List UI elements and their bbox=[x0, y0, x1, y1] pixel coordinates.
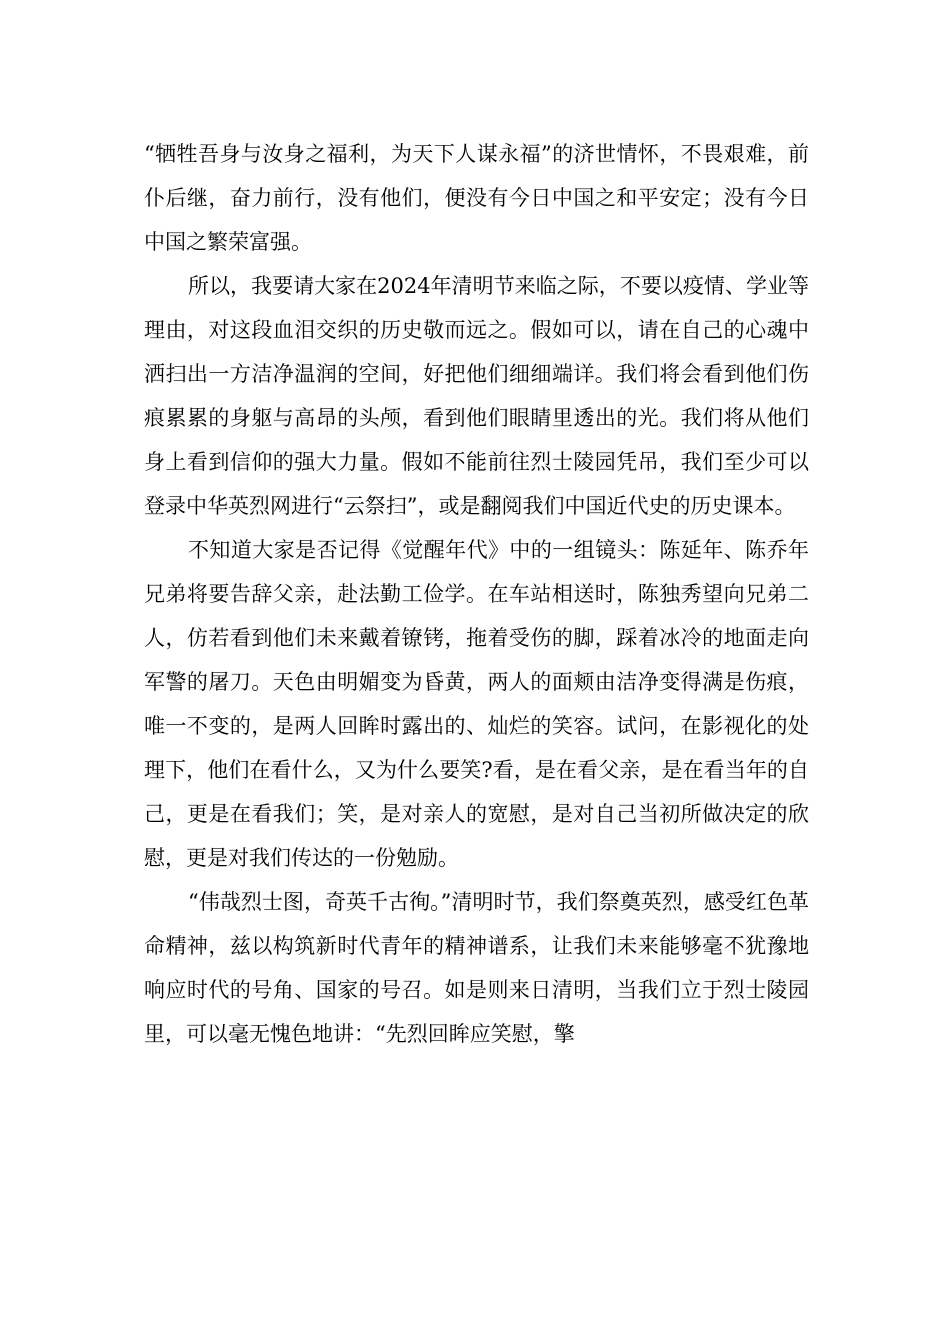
paragraph-3: 不知道大家是否记得《觉醒年代》中的一组镜头：陈延年、陈乔年兄弟将要告辞父亲，赴法勤工俭学。在车站相送时，陈独秀望向兄弟二人，仿若看到他们未来戴着镣铐，拖着受伤的脚，踩着冰冷的地面走向军警的屠刀。天色由明媚变为昏黄，两人的面颊由洁净变得满是伤痕，唯一不变的，是两人回眸时露出的、灿烂的笑容。试问，在影视化的处理下，他们在看什么，又为什么要笑?看，是在看父亲，是在看当年的自己，更是在看我们；笑，是对亲人的宽慰，是对自己当初所做决定的欣慰，更是对我们传达的一份勉励。 bbox=[144, 538, 809, 870]
paragraph-2: 所以，我要请大家在2024年清明节来临之际，不要以疫情、学业等理由，对这段血泪交织的历史敬而远之。假如可以，请在自己的心魂中洒扫出一方洁净温润的空间，好把他们细细端详。我们将会看到他们伤痕累累的身躯与高昂的头颅，看到他们眼睛里透出的光。我们将从他们身上看到信仰的强大力量。假如不能前往烈士陵园凭吊，我们至少可以登录中华英烈网进行“云祭扫”，或是翻阅我们中国近代史的历史课本。 bbox=[144, 274, 809, 518]
paragraph-1: “牺牲吾身与汝身之福利，为天下人谋永福”的济世情怀，不畏艰难，前仆后继，奋力前行，没有他们，便没有今日中国之和平安定；没有今日中国之繁荣富强。 bbox=[144, 142, 809, 254]
body-text bbox=[144, 132, 809, 1056]
paragraph-4: “伟哉烈士图，奇英千古徇。”清明时节，我们祭奠英烈，感受红色革命精神，兹以构筑新时代青年的精神谱系，让我们未来能够毫不犹豫地响应时代的号角、国家的号召。如是则来日清明，当我们立于烈士陵园里，可以毫无愧色地讲：“先烈回眸应笑慰，擎 bbox=[144, 890, 809, 1046]
